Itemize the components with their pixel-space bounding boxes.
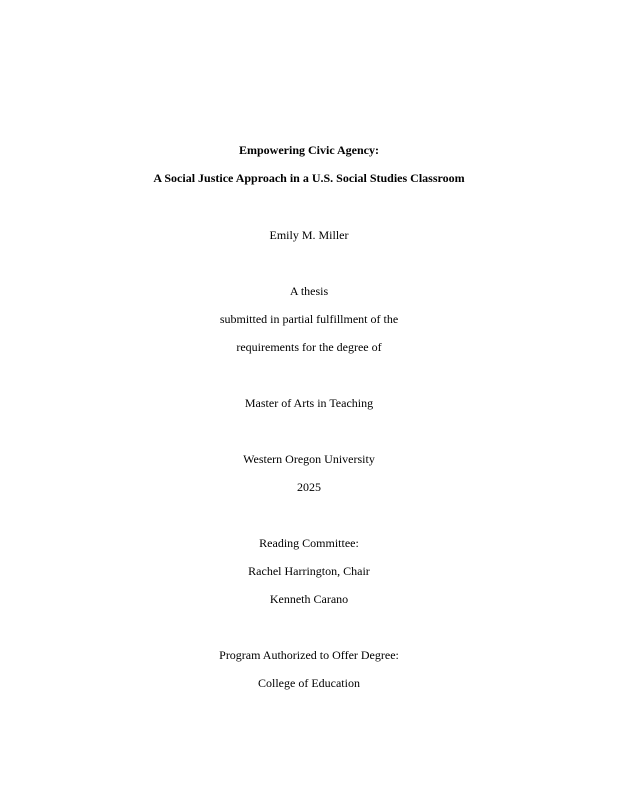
requirements-statement: requirements for the degree of [236,340,382,354]
fulfillment-statement: submitted in partial fulfillment of the [219,312,399,326]
thesis-label: A thesis [289,284,329,298]
program-name: College of Education [258,676,360,690]
committee-member: Rachel Harrington, Chair [248,564,370,578]
degree-name: Master of Arts in Teaching [244,396,374,410]
committee-member: Kenneth Carano [269,592,349,606]
thesis-subtitle: A Social Justice Approach in a U.S. Social Studies Classroom [153,171,465,185]
institution-name: Western Oregon University [243,452,375,466]
thesis-year: 2025 [297,480,321,494]
program-heading: Program Authorized to Offer Degree: [219,648,399,662]
thesis-title: Empowering Civic Agency: [239,143,379,157]
author-name: Emily M. Miller [269,228,349,242]
committee-heading: Reading Committee: [259,536,359,550]
